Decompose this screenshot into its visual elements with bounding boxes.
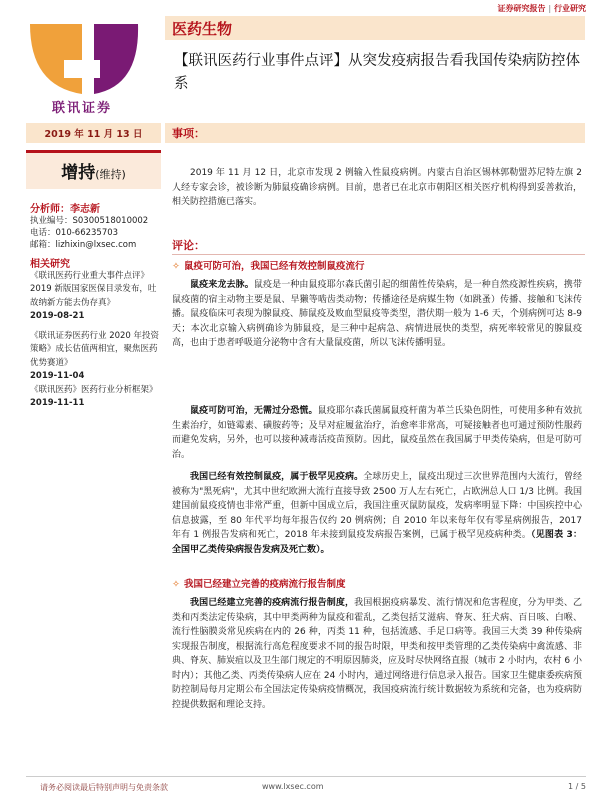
paragraph-lead: 鼠疫可防可治，无需过分恐慌。 [190, 406, 318, 416]
analyst-name: 李志新 [70, 204, 100, 215]
tag-separator: | [548, 4, 552, 13]
report-category: 行业研究 [554, 4, 586, 13]
comment-divider [172, 254, 585, 255]
analyst-email[interactable]: 邮箱：lizhixin@lxsec.com [30, 240, 137, 250]
rating [26, 158, 161, 183]
section-heading-text: 鼠疫可防可治，我国已经有效控制鼠疫流行 [183, 261, 365, 272]
related-item-date: 2019-11-11 [30, 398, 85, 409]
section-label: 事项： [172, 127, 205, 140]
report-title: 【联讯医药行业事件点评】从突发疫病报告看我国传染病防控体系 [174, 53, 580, 92]
paragraph-lead: 我国已经有效控制鼠疫，属于极罕见疫病。 [190, 472, 364, 482]
analyst-license: 执业编号：S0300518010002 [30, 216, 149, 226]
paragraph-text: 我国根据疫病暴发、流行情况和危害程度，分为甲类、乙类和丙类法定传染病，其中甲类两种为鼠疫和霍乱，乙类包括艾滋病、脊灰、狂犬病、百日咳、白喉、流行性脑膜炎常见疾病在内的 26 种，丙类 11 种，包括流感、手足口病等。我国三大类 39 种传染病实现报告制度，根据流行高危程度要求不同的报告时限，甲类和按甲类管理的乙类传染病中禽流感、非典、脊灰、肺炭疽以及卫生部门规定的不明原因肺炎，应及时尽快网络直报（城市 2 小时内，农村 6 小时内）；其他乙类、丙类传染病人应在 24 小时内，通过网络进行信息录入报告。国家卫生健康委疾病预防控制局每月定期公布全国法定传染病疫情概况，我国疫病流行统计数据较为系统和完备，也为疫病防控提供数据和理论支持。 [172, 598, 582, 710]
footer-website[interactable]: www.lxsec.com [262, 782, 324, 791]
paragraph-text: 鼠疫耶尔森氏菌属鼠疫杆菌为革兰氏染色阴性，可使用多种有效抗生素治疗，如链霉素、磺胺药等；及早对症履盆治疗，治愈率非常高，可疑接触者也可通过预防性服药而避免发病，另外，也可以接种减毒活疫苗预防。因此，鼠疫虽然在我国属于甲类传染病，但是可防可治。 [172, 406, 582, 460]
paragraph [172, 404, 582, 462]
analyst-label: 分析师： [30, 204, 70, 215]
footer-disclaimer: 请务必阅读最后特别声明与免责条款 [40, 783, 168, 792]
report-type: 证券研究报告 [497, 4, 546, 13]
related-item-date: 2019-08-21 [30, 310, 85, 321]
brand-name: 联讯证券 [52, 101, 113, 116]
section-heading [172, 258, 364, 272]
paragraph-text: 全球历史上，鼠疫出现过三次世界范围内大流行，曾经被称为"黑死病"，尤其中世纪欧洲大流行直接导致 2500 万人左右死亡，占欧洲总人口 1/3 比例。我国建国前鼠疫疫情也非常严重，但新中国成立后，我国注重灭鼠防鼠疫，发病率明显下降：中国疾控中心信息披露，至 80 年代平均每年报告仅约 20 例病例；自 2010 年以来每年仅有零星病例报告，2017 年有 1 例报告发病和死亡，2018 年未接到鼠疫发病报告案例，已属于极罕见疫病种类。 [172, 472, 582, 540]
report-type-tag [497, 3, 586, 14]
diamond-bullet-icon: ✧ [172, 579, 180, 590]
related-item[interactable] [30, 270, 161, 323]
paragraph-text: 鼠疫是一种由鼠疫耶尔森氏菌引起的细菌性传染病，是一种自然疫源性疾病，携带鼠疫菌的宿主动物主要是鼠、旱獭等啮齿类动物；传播途径是病媒生物（如跳蚤）传播、接触和飞沫传播。鼠疫临床可表现为腺鼠疫、肺鼠疫及败血型鼠疫等类型，潜伏期一般为 1-6 天，个别病例可达 8-9 天；本次北京输入病例确诊为肺鼠疫，是三种中起病急、病情进展快的类型，病死率较常见的腺鼠疫高，也由于患者呼吸道分泌物中含有大量鼠疫菌，所以飞沫传播明显。 [172, 280, 582, 348]
analyst [30, 200, 100, 215]
paragraph-lead: 我国已经建立完善的疫病流行报告制度， [190, 598, 355, 608]
page-number: 1 / 5 [568, 782, 586, 791]
related-item-text: 《联讯医药行业重大事件点评》2019 新版国家医保目录发布，吐故纳新方能去伪存真》 [30, 271, 157, 308]
event-paragraph: 2019 年 11 月 12 日，北京市发现 2 例输入性鼠疫病例。内蒙古自治区锡林郭勒盟苏尼特左旗 2 人经专家会诊，被诊断为肺鼠疫确诊病例。目前，患者已在北京市朝阳区相关医疗机构得到妥善救治，相关防控措施已落实。 [172, 168, 582, 207]
comment-label: 评论： [172, 239, 205, 252]
section-heading-text: 我国已经建立完善的疫病流行报告制度 [183, 579, 346, 590]
related-item-date: 2019-11-04 [30, 370, 85, 381]
related-item-text: 《联讯医药》医药行业分析框架》 [30, 385, 158, 395]
paragraph-lead: 鼠疫来龙去脉。 [190, 280, 254, 290]
section-bar [165, 123, 585, 143]
analyst-phone: 电话：010-66235703 [30, 228, 119, 238]
paragraph [172, 470, 582, 557]
related-item-text: 《联讯证券医药行业 2020 年投资策略》成长估值两相宜，聚焦医药优势赛道》 [30, 331, 160, 368]
industry-label: 医药生物 [172, 20, 233, 38]
section-heading [172, 576, 345, 590]
footer-divider [26, 776, 586, 777]
related-research-title: 相关研究 [30, 259, 70, 270]
paragraph [172, 278, 582, 351]
rating-value: 增持 [61, 163, 96, 183]
rating-note: (维持) [95, 168, 126, 181]
related-item[interactable] [30, 384, 161, 411]
related-item[interactable] [30, 330, 161, 383]
paragraph [172, 596, 582, 712]
diamond-bullet-icon: ✧ [172, 261, 180, 272]
paragraph-tail: （见图表 3：全国甲乙类传染病报告发病及死亡数）。 [172, 530, 583, 555]
report-date: 2019 年 11 月 13 日 [44, 129, 143, 140]
